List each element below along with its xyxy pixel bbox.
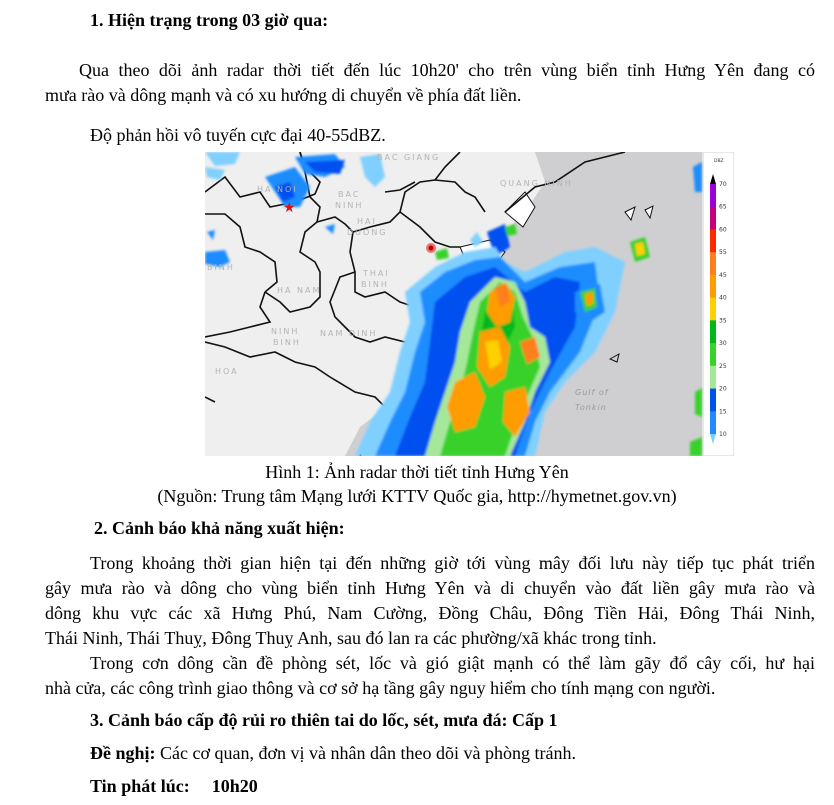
label-gulf-1: Gulf of (575, 388, 609, 397)
label-thai-binh-2: BINH (361, 280, 389, 289)
label-gulf-2: Tonkin (575, 403, 607, 412)
issued-time: 10h20 (211, 776, 258, 796)
legend-band-60-65 (710, 207, 716, 230)
label-thai-binh-1: THAI (363, 269, 390, 278)
legend-band-65-70 (710, 184, 716, 207)
legend-tick-label: 30 (719, 340, 727, 348)
legend-tick-label: 60 (719, 226, 727, 234)
issued-label: Tin phát lúc: (90, 776, 190, 796)
recommendation-label: Đề nghị: (90, 743, 156, 763)
section-2-paragraph-2-line-1: Trong cơn dông cần đề phòng sét, lốc và gió giật mạnh có thể làm gãy đổ cây cối, hư hại (90, 653, 815, 673)
legend-tick-label: 25 (719, 362, 727, 370)
section-2-paragraph-1-line-4: Thái Ninh, Thái Thuỵ, Đông Thuỵ Anh, sau đó lan ra các phường/xã khác trong tỉnh. (45, 628, 657, 648)
capital-star-icon: ★ (283, 200, 296, 216)
recommendation (90, 743, 576, 764)
legend-band-25-30 (710, 343, 716, 366)
label-ninh-binh-2: BINH (273, 338, 301, 347)
label-bac-giang: BAC GIANG (377, 153, 441, 162)
legend-tick-label: 70 (719, 181, 727, 188)
section-2-paragraph-1-line-3: dông khu vực các xã Hưng Phú, Nam Cường, Đồng Châu, Đông Tiền Hải, Đông Thái Ninh, (45, 603, 815, 623)
figure-caption: Hình 1: Ảnh radar thời tiết tỉnh Hưng Yên (265, 462, 569, 482)
issued-time-row (90, 776, 258, 797)
section-2-paragraph-1-line-1: Trong khoảng thời gian hiện tại đến những giờ tới vùng mây đối lưu này tiếp tục phát triển (90, 553, 815, 573)
legend-band-15-20 (710, 389, 716, 412)
section-1-paragraph-line-1: Qua theo dõi ảnh radar thời tiết đến lúc 10h20' cho trên vùng biển tỉnh Hưng Yên đang có (79, 60, 815, 80)
legend-band-10-15 (710, 411, 716, 434)
legend-tick-label: 55 (719, 249, 727, 257)
legend-band-55-60 (710, 229, 716, 252)
label-ha-noi: HA NOI (257, 185, 298, 194)
legend-tick-label: 20 (719, 385, 727, 393)
legend-band-40-45 (710, 275, 716, 298)
legend-unit: DBZ (714, 159, 724, 164)
legend-band-35-40 (710, 298, 716, 321)
label-hai-duong-1: HAI (357, 217, 377, 226)
label-ninh-binh-1: NINH (271, 327, 300, 336)
legend-band-45-55 (710, 252, 716, 275)
legend-tick-label: 45 (719, 271, 727, 279)
label-nam-dinh: NAM DINH (320, 329, 378, 338)
label-binh: BINH (207, 263, 235, 272)
legend-band-20-25 (710, 366, 716, 389)
label-bac-ninh-1: BAC (338, 190, 361, 199)
section-2-paragraph-2-line-2: nhà cửa, các công trình giao thông và cơ sở hạ tầng gây nguy hiểm cho tính mạng con người. (45, 678, 716, 698)
legend-tick-label: 35 (719, 317, 727, 325)
label-hoa: HOA (215, 367, 239, 376)
dbz-legend (703, 152, 734, 456)
legend-band-30-35 (710, 320, 716, 343)
section-3-heading: 3. Cảnh báo cấp độ rủi ro thiên tai do lốc, sét, mưa đá: Cấp 1 (90, 710, 558, 730)
label-bac-ninh-2: NINH (335, 201, 364, 210)
figure-source: (Nguồn: Trung tâm Mạng lưới KTTV Quốc gia, http://hymetnet.gov.vn) (157, 486, 677, 506)
label-quang-ninh: QUANG NINH (500, 179, 573, 188)
recommendation-text: Các cơ quan, đơn vị và nhân dân theo dõi và phòng tránh. (155, 743, 576, 763)
radar-map-image (205, 152, 734, 456)
legend-tick-label: 10 (719, 431, 727, 438)
label-ha-nam: HA NAM (277, 286, 322, 295)
section-2-paragraph-1-line-2: gây mưa rào và dông cho vùng biển tỉnh Hưng Yên và di chuyển vào đất liền gây mưa rào và (45, 578, 815, 598)
legend-tick-label: 15 (719, 408, 727, 416)
section-1-heading: 1. Hiện trạng trong 03 giờ qua: (90, 10, 329, 30)
section-1-paragraph-line-2: mưa rào và dông mạnh và có xu hướng di chuyển về phía đất liền. (45, 85, 522, 105)
label-hai-duong-2: DUONG (347, 228, 388, 237)
section-2-heading: 2. Cảnh báo khả năng xuất hiện: (94, 518, 345, 538)
legend-tick-label: 40 (719, 294, 727, 302)
legend-tick-label: 65 (719, 203, 727, 211)
reflectivity-text: Độ phản hồi vô tuyến cực đại 40-55dBZ. (90, 125, 386, 145)
